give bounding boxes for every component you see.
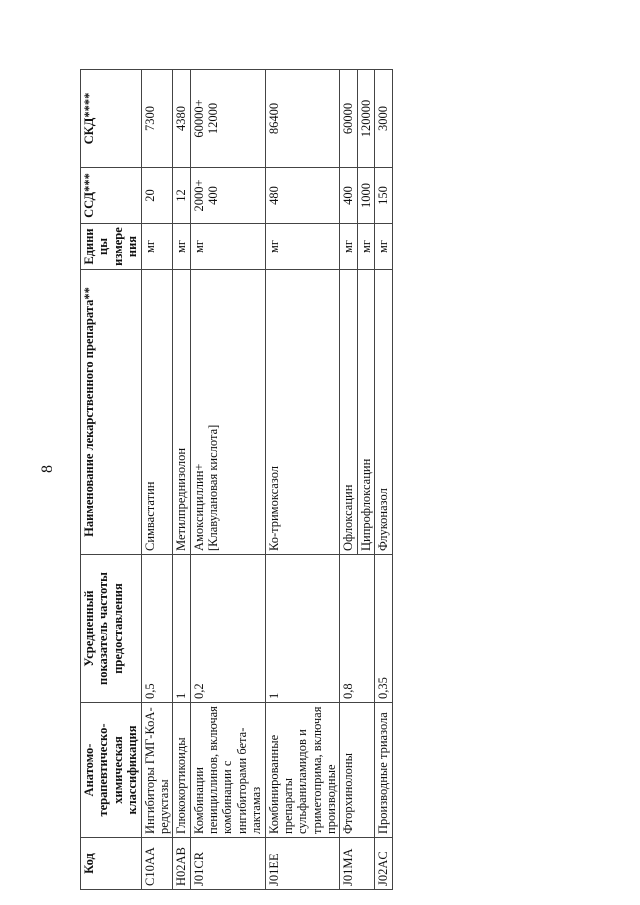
header-drug: Наименование лекарственного препарата**	[81, 270, 142, 555]
table-row	[340, 70, 357, 890]
cell-atc: Комбинированные препараты сульфаниламидов и триметоприма, включая производные	[265, 703, 340, 838]
table-row	[265, 70, 340, 890]
cell-unit: мг	[357, 224, 374, 270]
cell-atc: Производные триазола	[375, 703, 392, 838]
cell-unit: мг	[265, 224, 340, 270]
cell-drug: Ко-тримоксазол	[265, 270, 340, 555]
cell-ssd: 400	[340, 168, 357, 224]
cell-unit: мг	[340, 224, 357, 270]
cell-code: J01CR	[190, 838, 265, 890]
cell-skd: 3000	[375, 70, 392, 168]
cell-code: J01MA	[340, 838, 375, 890]
cell-atc: Фторхинолоны	[340, 703, 375, 838]
cell-code: H02AB	[173, 838, 190, 890]
header-atc: Анатомо-терапевтическо-химическая классификация	[81, 703, 142, 838]
table-row	[173, 70, 190, 890]
cell-freq: 1	[265, 555, 340, 703]
cell-drug: Флуконазол	[375, 270, 392, 555]
cell-drug: Метилпреднизолон	[173, 270, 190, 555]
cell-drug: Офлоксацин	[340, 270, 357, 555]
cell-ssd: 20	[141, 168, 173, 224]
cell-unit: мг	[375, 224, 392, 270]
header-skd: СКД****	[81, 70, 142, 168]
cell-atc: Ингибиторы ГМГ-КоА-редуктазы	[141, 703, 173, 838]
cell-code: C10AA	[141, 838, 173, 890]
table-row	[375, 70, 392, 890]
cell-ssd: 1000	[357, 168, 374, 224]
cell-drug: Ципрофлоксацин	[357, 270, 374, 555]
header-code: Код	[81, 838, 142, 890]
cell-skd: 60000+ 12000	[190, 70, 265, 168]
cell-ssd: 12	[173, 168, 190, 224]
cell-atc: Комбинации пенициллинов, включая комбинации с ингибиторами бета-лактамаз	[190, 703, 265, 838]
page-number: 8	[39, 465, 56, 473]
table-container	[80, 70, 640, 890]
table-row	[190, 70, 265, 890]
cell-ssd: 2000+ 400	[190, 168, 265, 224]
cell-code: J02AC	[375, 838, 392, 890]
drug-table	[80, 69, 393, 890]
cell-skd: 60000	[340, 70, 357, 168]
cell-code: J01EE	[265, 838, 340, 890]
cell-freq: 1	[173, 555, 190, 703]
table-header-row	[81, 70, 142, 890]
cell-freq: 0,2	[190, 555, 265, 703]
cell-unit: мг	[190, 224, 265, 270]
cell-drug: Симвастатин	[141, 270, 173, 555]
cell-freq: 0,8	[340, 555, 375, 703]
cell-skd: 86400	[265, 70, 340, 168]
header-ssd: ССД***	[81, 168, 142, 224]
header-freq: Усредненный показатель частоты предоставления	[81, 555, 142, 703]
rotated-table-area	[80, 70, 640, 890]
cell-unit: мг	[141, 224, 173, 270]
cell-ssd: 150	[375, 168, 392, 224]
cell-skd: 4380	[173, 70, 190, 168]
cell-atc: Глюкокортикоиды	[173, 703, 190, 838]
cell-unit: мг	[173, 224, 190, 270]
cell-ssd: 480	[265, 168, 340, 224]
cell-freq: 0,5	[141, 555, 173, 703]
header-unit: Едини цы измере ния	[81, 224, 142, 270]
cell-skd: 7300	[141, 70, 173, 168]
cell-skd: 120000	[357, 70, 374, 168]
table-row	[141, 70, 173, 890]
cell-freq: 0,35	[375, 555, 392, 703]
cell-drug: Амоксициллин+ [Клавулановая кислота]	[190, 270, 265, 555]
